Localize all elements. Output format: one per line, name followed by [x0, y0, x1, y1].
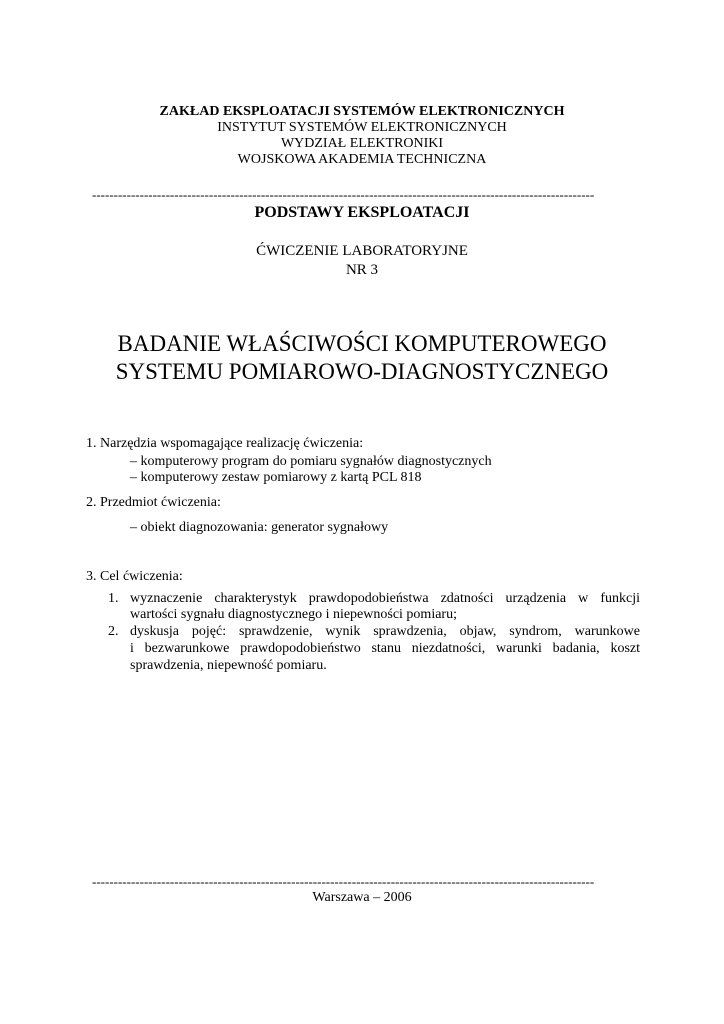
goal-item-line: sprawdzenia, niepewność pomiaru. — [130, 658, 327, 673]
goal-item-line: wartości sygnału diagnostycznego i niepewności pomiaru; — [130, 607, 457, 622]
faculty-name: WYDZIAŁ ELEKTRONIKI — [280, 136, 444, 151]
department-name: ZAKŁAD EKSPLOATACJI SYSTEMÓW ELEKTRONICZNYCH — [159, 104, 565, 119]
goal-item-number: 1. — [108, 591, 119, 606]
course-title: PODSTAWY EKSPLOATACJI — [254, 204, 470, 221]
document-title-line-2: SYSTEMU POMIAROWO-DIAGNOSTYCZNEGO — [115, 359, 609, 384]
goal-item-number: 2. — [108, 624, 119, 639]
section-tools-heading: 1. Narzędzia wspomagające realizację ćwiczenia: — [86, 436, 364, 451]
section-subject-heading: 2. Przedmiot ćwiczenia: — [86, 495, 221, 510]
section-goal-heading: 3. Cel ćwiczenia: — [86, 569, 183, 584]
goal-item-line: i bezwarunkowe prawdopodobieństwo stanu niezdatności, warunki badania, koszt — [130, 641, 640, 656]
document-title-line-1: BADANIE WŁAŚCIWOŚCI KOMPUTEROWEGO — [117, 331, 607, 356]
list-item: – komputerowy program do pomiaru sygnałów diagnostycznych — [130, 454, 492, 469]
place-and-date: Warszawa – 2006 — [312, 890, 412, 905]
goal-item-line: wyznaczenie charakterystyk prawdopodobieństwa zdatności urządzenia w funkcji — [130, 591, 640, 606]
exercise-number: NR 3 — [345, 262, 379, 278]
separator-top: -------------------------------------------------------------------------------------------------------------------- — [92, 188, 595, 202]
academy-name: WOJSKOWA AKADEMIA TECHNICZNA — [237, 152, 487, 167]
list-item: – obiekt diagnozowania: generator sygnałowy — [130, 520, 389, 535]
exercise-label: ĆWICZENIE LABORATORYJNE — [256, 243, 468, 259]
separator-bottom: -------------------------------------------------------------------------------------------------------------------- — [92, 875, 595, 889]
goal-item-line: dyskusja pojęć: sprawdzenie, wynik sprawdzenia, objaw, syndrom, warunkowe — [130, 624, 640, 639]
institute-name: INSTYTUT SYSTEMÓW ELEKTRONICZNYCH — [217, 120, 507, 135]
list-item: – komputerowy zestaw pomiarowy z kartą PCL 818 — [130, 470, 422, 485]
